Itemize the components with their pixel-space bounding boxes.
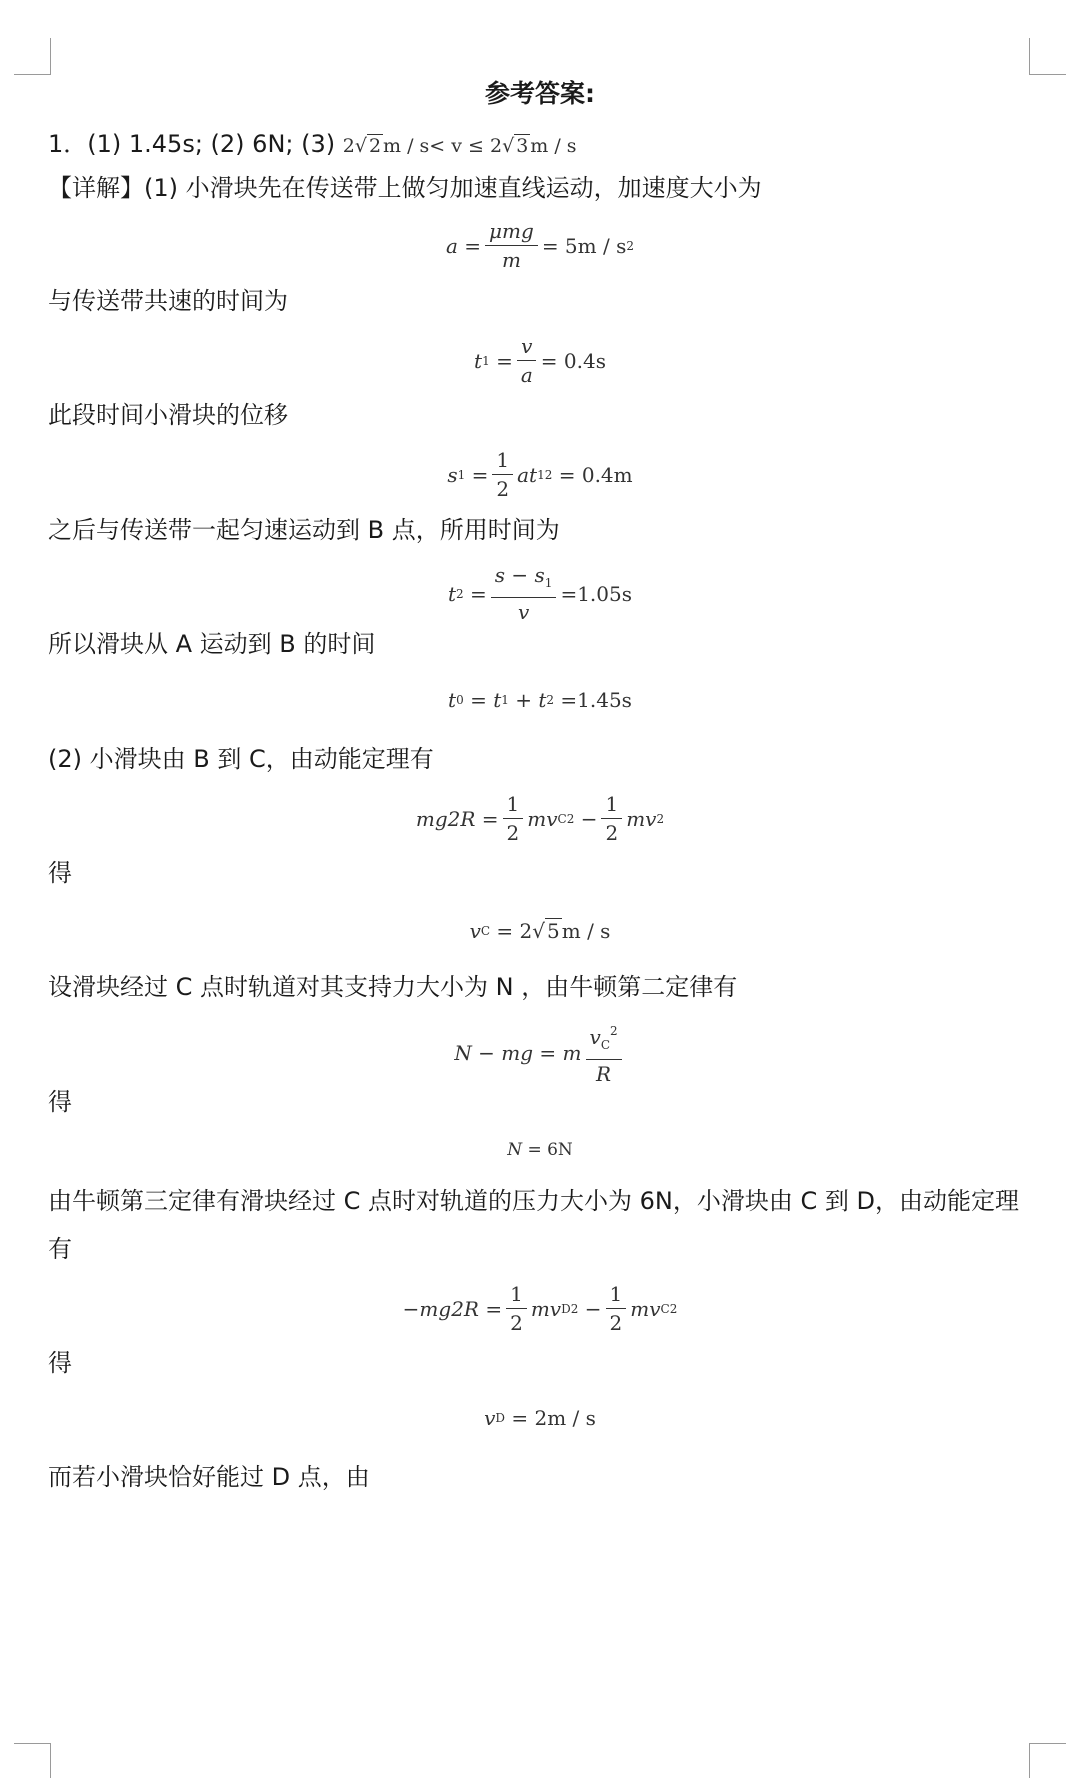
displacement-line: 此段时间小滑块的位移 <box>48 401 288 429</box>
equation-acceleration: a = $\frac{\text{μmg}}{m}$ = 5m / s 2 <box>446 219 634 272</box>
common-speed-line: 与传送带共速的时间为 <box>48 287 288 315</box>
crop-mark-top-right <box>1029 38 1066 75</box>
total-time-line: 所以滑块从 A 运动到 B 的时间 <box>48 630 376 658</box>
page-title: 参考答案: <box>485 79 595 108</box>
support-force-line: 设滑块经过 C 点时轨道对其支持力大小为 N ，由牛顿第二定律有 <box>48 973 738 1001</box>
equation-t1: t 1 = $\frac{v}{a}$ = 0.4s <box>474 334 606 387</box>
third-law-continuation: 有 <box>48 1235 72 1263</box>
de-line-3: 得 <box>48 1349 72 1377</box>
equation-newton-second: N − mg = m $\frac{v_C^2}{R}$ <box>0 1020 1080 1085</box>
equation-t2: t 2 = $\frac{s - s_1}{v}$ =1.05s <box>447 563 632 624</box>
answer-prefix: 1．(1) 1.45s; (2) 6N; (3) <box>48 130 336 158</box>
answer-summary <box>48 127 1040 163</box>
equation-t0: t 0 = t 1 + t 2 =1.45s <box>448 688 632 712</box>
last-line: 而若小滑块恰好能过 D 点，由 <box>48 1463 370 1491</box>
de-line-2: 得 <box>48 1088 72 1116</box>
answer-range: 2√ 2 m / s< v ≤ 2√ 3 m / s <box>342 135 577 157</box>
equation-s1: s 1 = $\frac{1}{2}$ at 1 2 = 0.4m <box>447 448 633 501</box>
uniform-motion-line: 之后与传送带一起匀速运动到 B 点，所用时间为 <box>48 516 560 544</box>
detail-line: 【详解】(1) 小滑块先在传送带上做匀加速直线运动，加速度大小为 <box>48 174 762 202</box>
crop-mark-bottom-left <box>14 1743 51 1778</box>
part2-line: (2) 小滑块由 B 到 C，由动能定理有 <box>48 745 434 773</box>
equation-vd: v D = 2m / s <box>484 1406 596 1430</box>
equation-energy-cd: −mg2R = $\frac{1}{2}$ mv D 2 − $\frac{1}{2}$ mv C 2 <box>402 1282 678 1335</box>
equation-vc: v C = 2 √ 5 m / s <box>469 918 611 943</box>
equation-n-result: N = 6N <box>507 1140 573 1160</box>
third-law-line: 由牛顿第三定律有滑块经过 C 点时对轨道的压力大小为 6N，小滑块由 C 到 D，由动能定理 <box>48 1187 1019 1215</box>
crop-mark-top-left <box>14 38 51 75</box>
de-line-1: 得 <box>48 859 72 887</box>
equation-energy-bc: mg2R = $\frac{1}{2}$ mv C 2 − $\frac{1}{2}$ mv 2 <box>415 792 665 845</box>
crop-mark-bottom-right <box>1029 1743 1066 1778</box>
